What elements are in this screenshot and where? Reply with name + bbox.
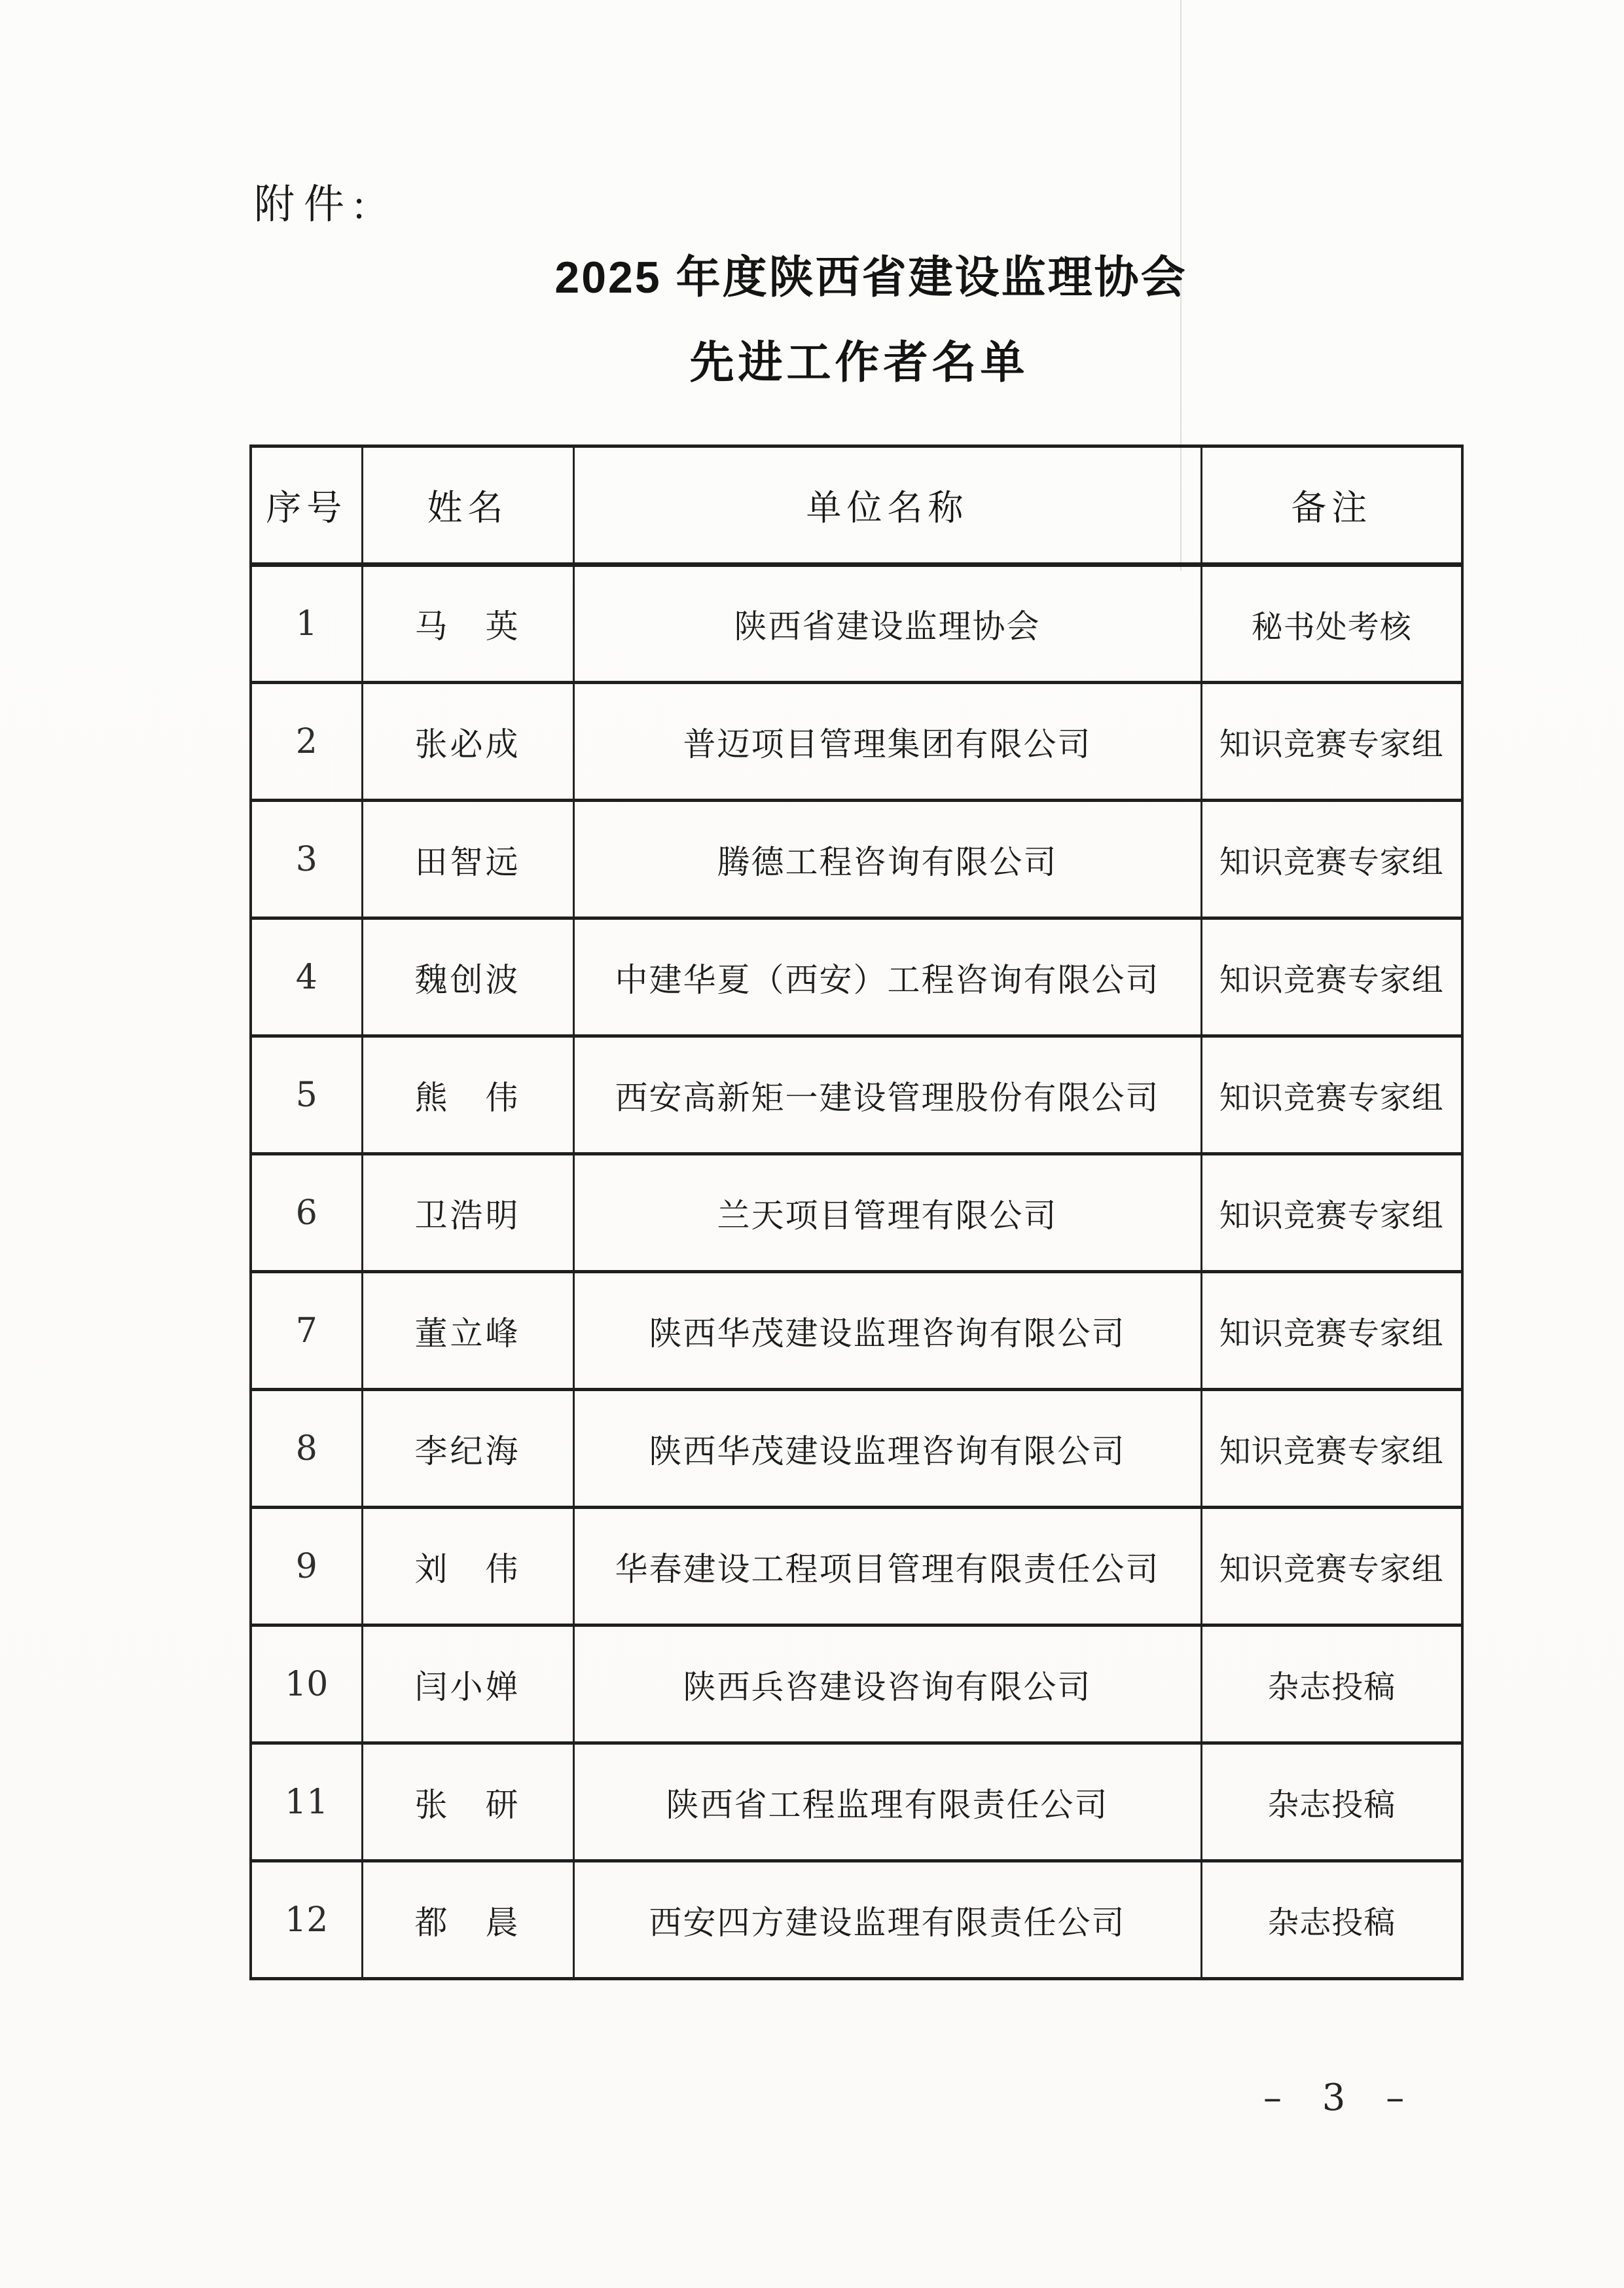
attachment-label: 附件:	[254, 183, 374, 227]
document-title-line1: 2025 年度陕西省建设监理协会	[554, 253, 1187, 302]
row-person-name: 闫小婵	[362, 1625, 573, 1743]
row-unit-name: 普迈项目管理集团有限公司	[573, 683, 1201, 801]
row-remark: 知识竞赛专家组	[1201, 1036, 1462, 1154]
table-row	[251, 1272, 1462, 1390]
header-remark: 备注	[1201, 446, 1462, 565]
row-unit-name: 陕西省建设监理协会	[573, 565, 1201, 683]
table-row	[251, 1625, 1462, 1743]
advanced-workers-table	[249, 445, 1464, 1980]
row-remark: 杂志投稿	[1201, 1861, 1462, 1979]
row-unit-name: 腾德工程咨询有限公司	[573, 801, 1201, 918]
table-row	[251, 683, 1462, 801]
row-unit-name: 西安四方建设监理有限责任公司	[573, 1861, 1201, 1979]
row-unit-name: 陕西华茂建设监理咨询有限公司	[573, 1272, 1201, 1390]
row-unit-name: 中建华夏（西安）工程咨询有限公司	[573, 918, 1201, 1036]
row-person-name: 张 研	[362, 1743, 573, 1861]
row-unit-name: 兰天项目管理有限公司	[573, 1154, 1201, 1272]
row-serial-number: 5	[251, 1036, 362, 1154]
row-remark: 知识竞赛专家组	[1201, 1272, 1462, 1390]
row-serial-number: 6	[251, 1154, 362, 1272]
row-serial-number: 7	[251, 1272, 362, 1390]
table-row	[251, 1861, 1462, 1979]
header-serial-number: 序号	[251, 446, 362, 565]
document-title-line2: 先进工作者名单	[689, 338, 1029, 388]
row-serial-number: 2	[251, 683, 362, 801]
row-unit-name: 陕西省工程监理有限责任公司	[573, 1743, 1201, 1861]
row-person-name: 马 英	[362, 565, 573, 683]
row-person-name: 张必成	[362, 683, 573, 801]
row-unit-name: 西安高新矩一建设管理股份有限公司	[573, 1036, 1201, 1154]
table-row	[251, 1508, 1462, 1625]
row-person-name: 熊 伟	[362, 1036, 573, 1154]
row-serial-number: 11	[251, 1743, 362, 1861]
row-person-name: 刘 伟	[362, 1508, 573, 1625]
row-remark: 知识竞赛专家组	[1201, 918, 1462, 1036]
table-row	[251, 918, 1462, 1036]
table-row	[251, 1154, 1462, 1272]
row-serial-number: 8	[251, 1390, 362, 1508]
row-remark: 知识竞赛专家组	[1201, 1390, 1462, 1508]
row-person-name: 都 晨	[362, 1861, 573, 1979]
row-remark: 知识竞赛专家组	[1201, 1154, 1462, 1272]
row-remark: 知识竞赛专家组	[1201, 801, 1462, 918]
row-serial-number: 12	[251, 1861, 362, 1979]
row-remark: 知识竞赛专家组	[1201, 683, 1462, 801]
row-remark: 秘书处考核	[1201, 565, 1462, 683]
row-person-name: 田智远	[362, 801, 573, 918]
row-unit-name: 华春建设工程项目管理有限责任公司	[573, 1508, 1201, 1625]
row-unit-name: 陕西华茂建设监理咨询有限公司	[573, 1390, 1201, 1508]
header-name: 姓名	[362, 446, 573, 565]
row-serial-number: 3	[251, 801, 362, 918]
table-row	[251, 1743, 1462, 1861]
page-number: – 3 –	[1263, 2077, 1419, 2119]
row-person-name: 董立峰	[362, 1272, 573, 1390]
table-row	[251, 565, 1462, 683]
table-row	[251, 1390, 1462, 1508]
header-unit-name: 单位名称	[573, 446, 1201, 565]
table-header-row	[251, 446, 1462, 565]
row-serial-number: 4	[251, 918, 362, 1036]
row-remark: 杂志投稿	[1201, 1743, 1462, 1861]
table-body	[251, 565, 1462, 1979]
table-header	[251, 446, 1462, 565]
row-serial-number: 1	[251, 565, 362, 683]
row-person-name: 卫浩明	[362, 1154, 573, 1272]
row-unit-name: 陕西兵咨建设咨询有限公司	[573, 1625, 1201, 1743]
row-serial-number: 9	[251, 1508, 362, 1625]
row-serial-number: 10	[251, 1625, 362, 1743]
table-row	[251, 1036, 1462, 1154]
row-person-name: 魏创波	[362, 918, 573, 1036]
row-person-name: 李纪海	[362, 1390, 573, 1508]
row-remark: 知识竞赛专家组	[1201, 1508, 1462, 1625]
row-remark: 杂志投稿	[1201, 1625, 1462, 1743]
table-row	[251, 801, 1462, 918]
